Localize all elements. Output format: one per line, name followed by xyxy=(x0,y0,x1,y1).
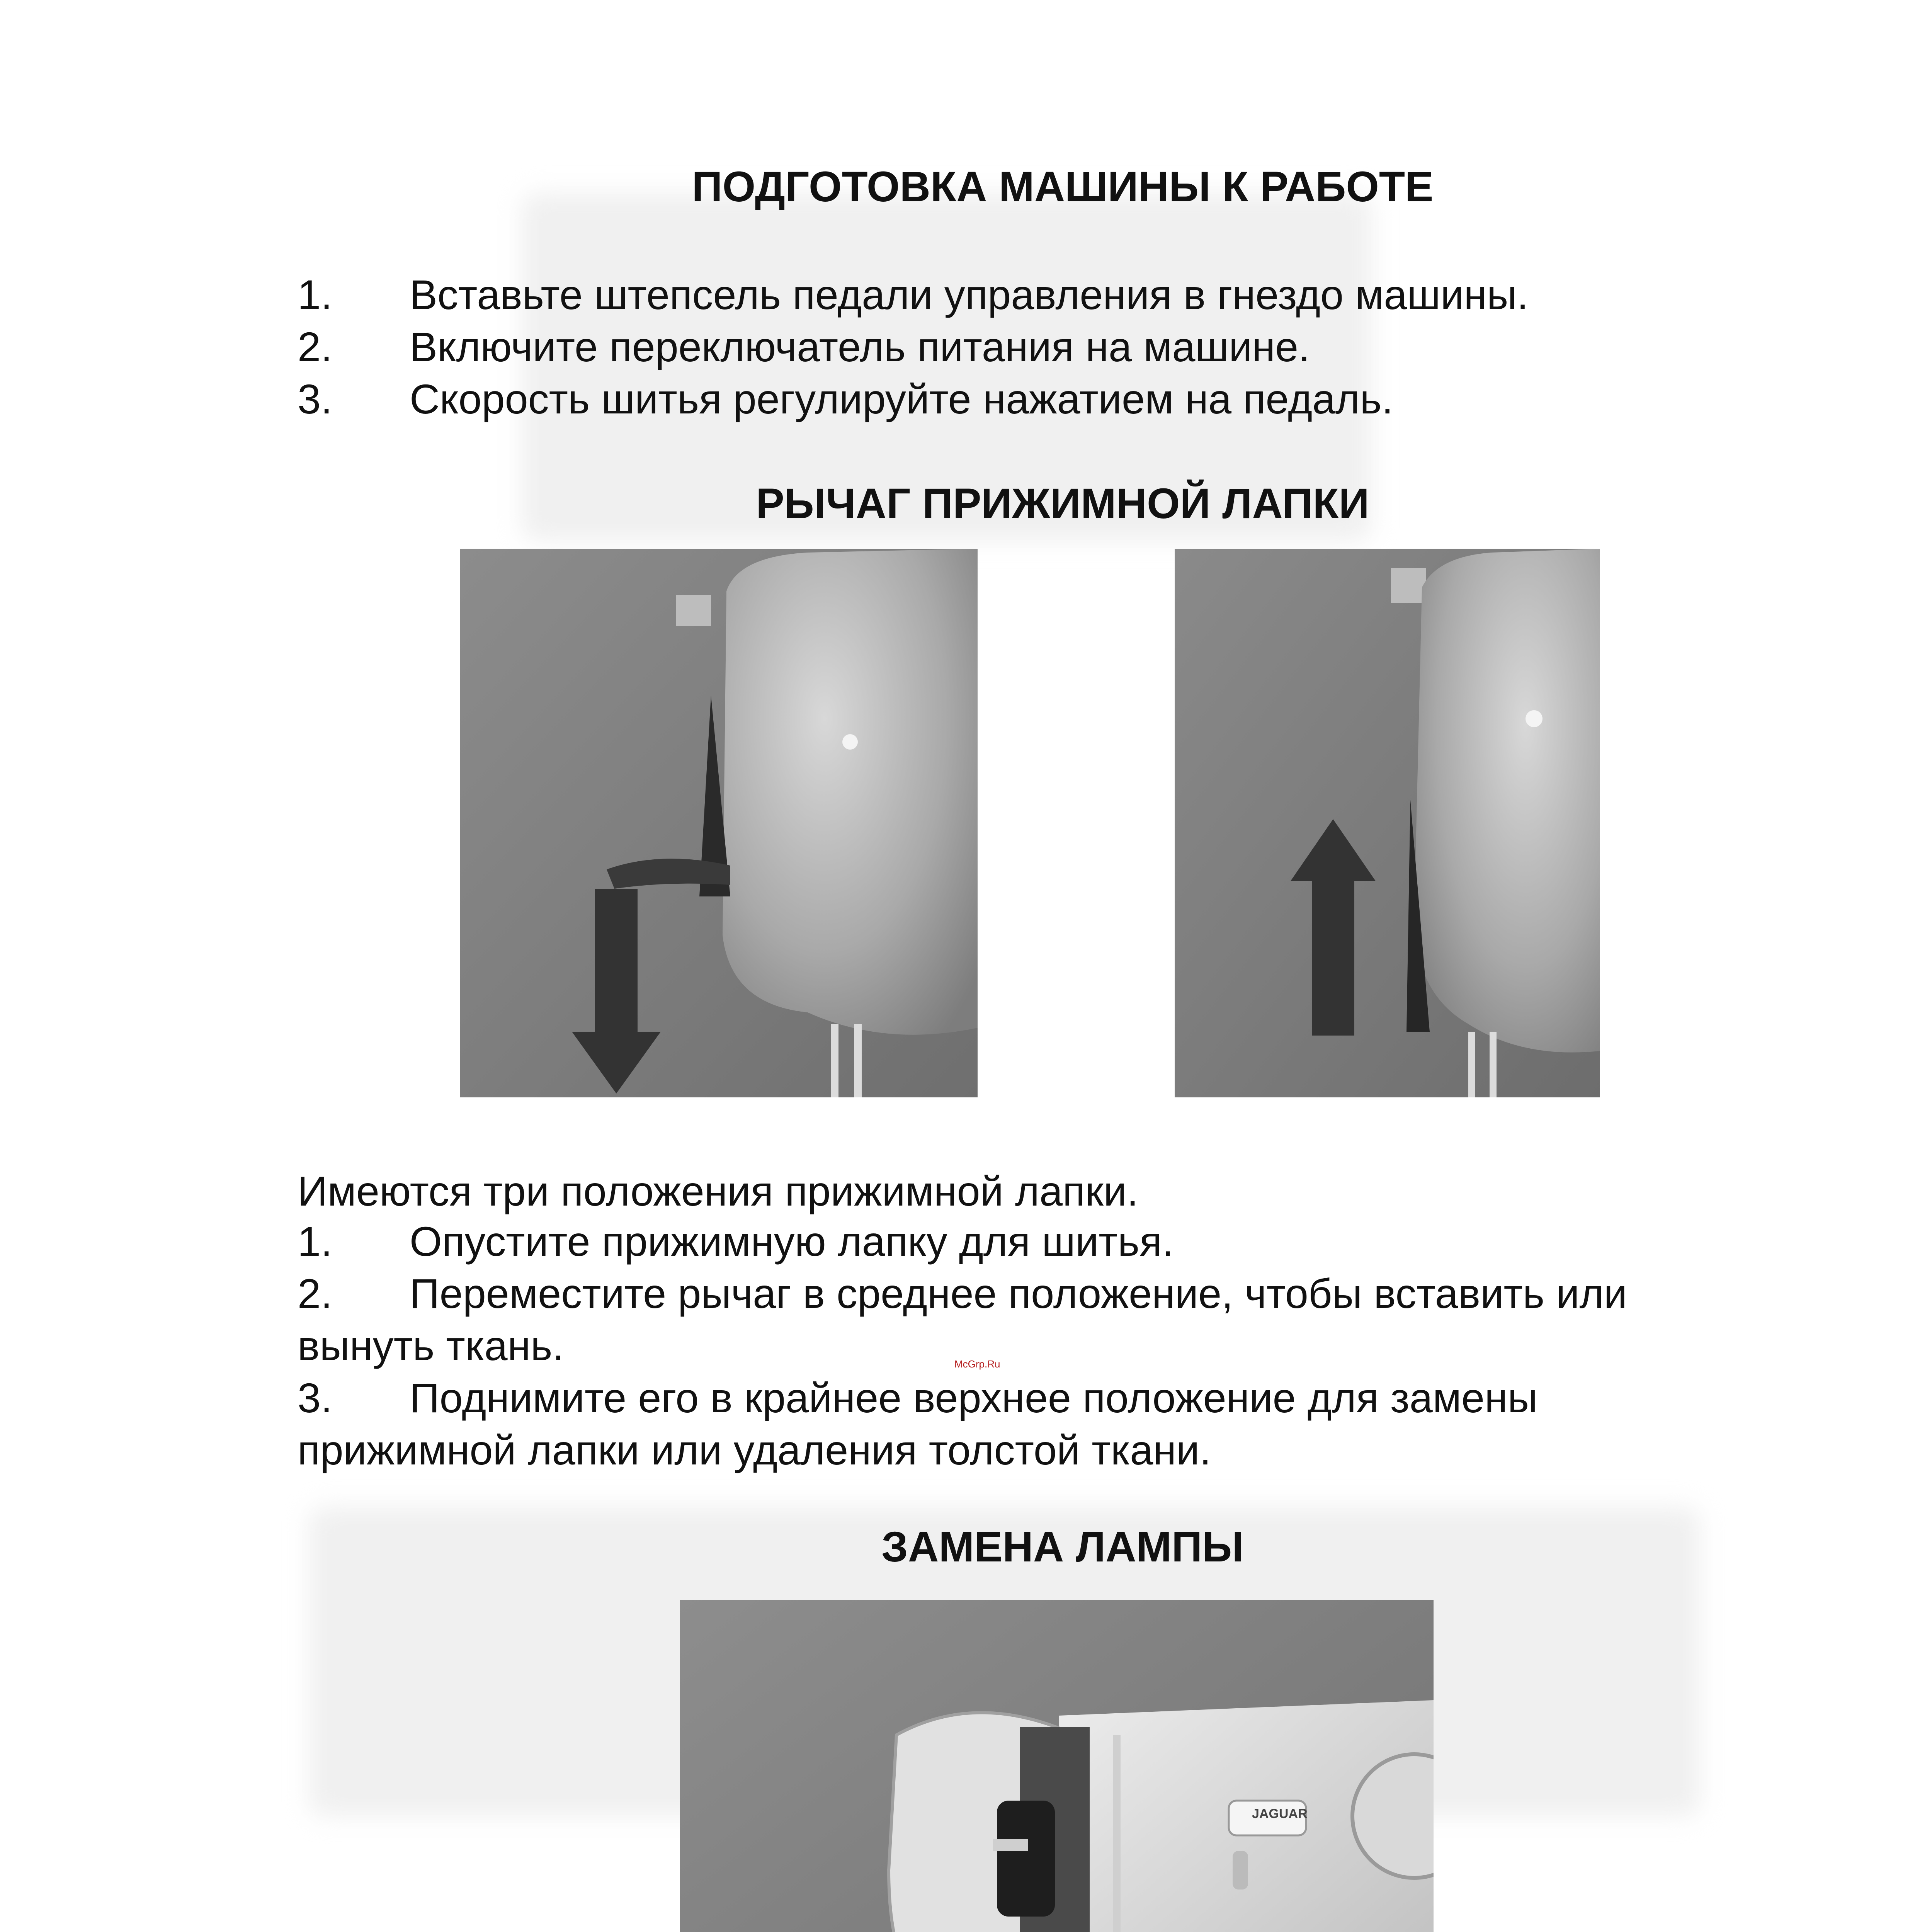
list-number: 3. xyxy=(298,1374,333,1421)
list-item: Поднимите его в крайнее верхнее положение для замены xyxy=(410,1374,1538,1421)
section-title-preparation: ПОДГОТОВКА МАШИНЫ К РАБОТЕ xyxy=(692,163,1434,211)
photo-lever-up xyxy=(1175,549,1600,1097)
watermark: McGrp.Ru xyxy=(954,1358,1000,1370)
list-item-continuation: прижимной лапки или удаления толстой ткани. xyxy=(298,1427,1211,1473)
list-number: 1. xyxy=(298,271,333,318)
list-number: 2. xyxy=(298,323,333,370)
section-title-lamp: ЗАМЕНА ЛАМПЫ xyxy=(881,1523,1244,1571)
list-item: Переместите рычаг в среднее положение, чтобы вставить или xyxy=(410,1270,1627,1317)
list-item-continuation: вынуть ткань. xyxy=(298,1322,564,1369)
list-item: Скорость шитья регулируйте нажатием на педаль. xyxy=(410,376,1393,422)
presser-intro: Имеются три положения прижимной лапки. xyxy=(298,1168,1139,1214)
photo-lever-down xyxy=(460,549,978,1097)
list-item: Включите переключатель питания на машине. xyxy=(410,323,1310,370)
list-number: 1. xyxy=(298,1218,333,1265)
photo-lamp-replacement xyxy=(680,1600,1434,1932)
brand-label: JAGUAR xyxy=(1252,1806,1308,1821)
list-item: Вставьте штепсель педали управления в гнездо машины. xyxy=(410,271,1529,318)
section-title-presser-lever: РЫЧАГ ПРИЖИМНОЙ ЛАПКИ xyxy=(756,480,1369,527)
list-number: 3. xyxy=(298,376,333,422)
list-item: Опустите прижимную лапку для шитья. xyxy=(410,1218,1174,1265)
list-number: 2. xyxy=(298,1270,333,1317)
